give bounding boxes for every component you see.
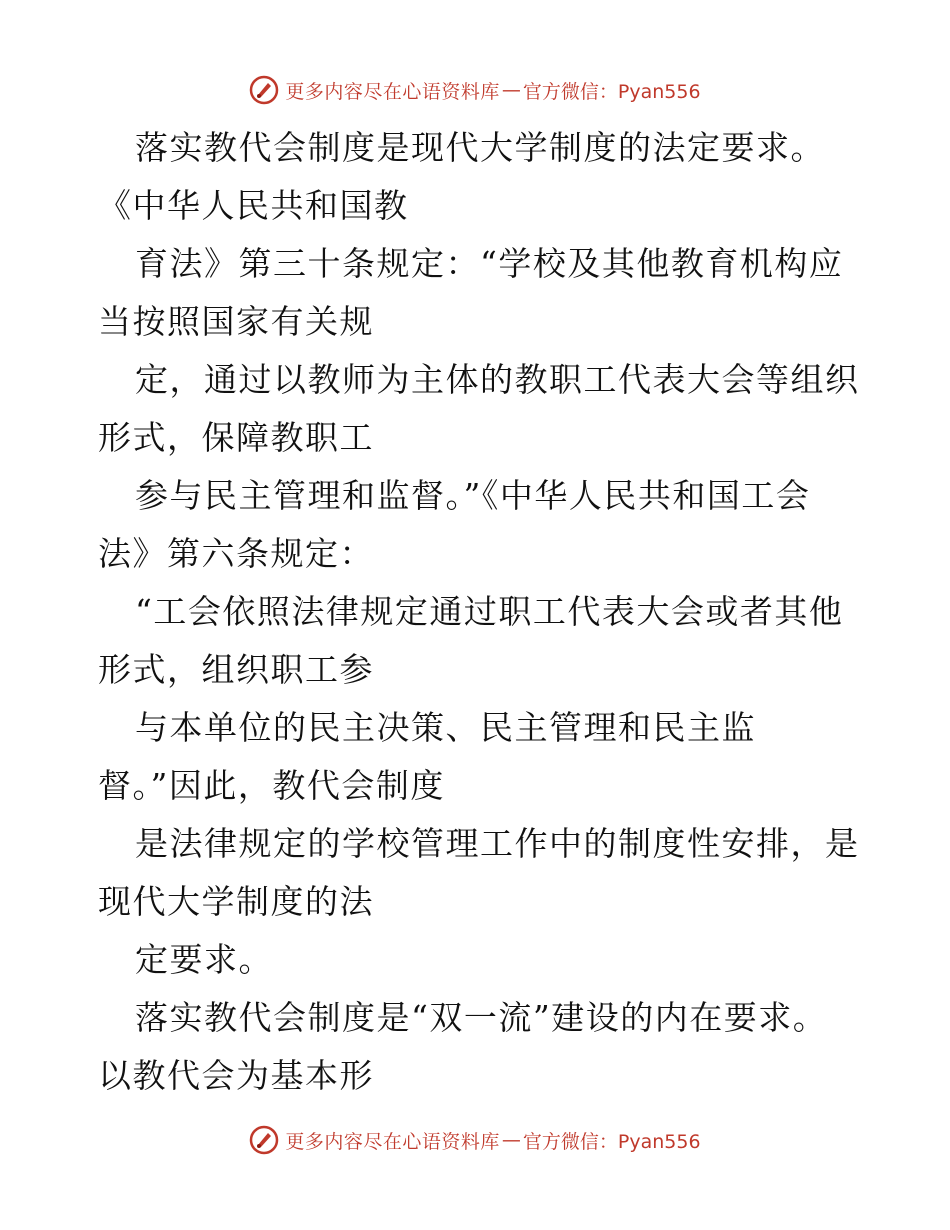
text-line-13: 是法律规定的学校管理工作中的制度性安排，是 [135,824,860,863]
text-line-2: 《中华人民共和国教 [98,186,409,225]
text-line-6: 形式，保障教职工 [98,418,374,457]
watermark-header [0,70,950,110]
brush-logo-icon [249,1125,279,1155]
text-line-12: 督。”因此，教代会制度 [98,766,445,805]
brush-logo-icon [249,75,279,105]
watermark-footer [0,1120,950,1160]
text-line-14: 现代大学制度的法 [98,882,374,921]
watermark-site-text: 更多内容尽在心语资料库 [285,1130,500,1153]
watermark-dash: — [501,1129,521,1151]
text-line-4: 当按照国家有关规 [98,302,374,341]
watermark-wechat-text: 官方微信：Pyan556 [522,80,701,103]
text-line-8: 法》第六条规定： [98,534,374,573]
watermark-dash: — [501,79,521,101]
text-line-5: 定，通过以教师为主体的教职工代表大会等组织 [135,360,860,399]
text-line-1: 落实教代会制度是现代大学制度的法定要求。 [135,128,825,167]
watermark-wechat-text: 官方微信：Pyan556 [522,1130,701,1153]
text-line-9: “工会依照法律规定通过职工代表大会或者其他 [135,592,844,631]
watermark-site-text: 更多内容尽在心语资料库 [285,80,500,103]
text-line-7: 参与民主管理和监督。”《中华人民共和国工会 [135,476,811,515]
text-line-16: 落实教代会制度是“双一流”建设的内在要求。 [135,998,828,1037]
text-line-11: 与本单位的民主决策、民主管理和民主监 [135,708,756,747]
text-line-3: 育法》第三十条规定：“学校及其他教育机构应 [135,244,844,283]
text-line-17: 以教代会为基本形 [98,1056,374,1095]
text-line-10: 形式，组织职工参 [98,650,374,689]
text-line-15: 定要求。 [135,940,273,979]
